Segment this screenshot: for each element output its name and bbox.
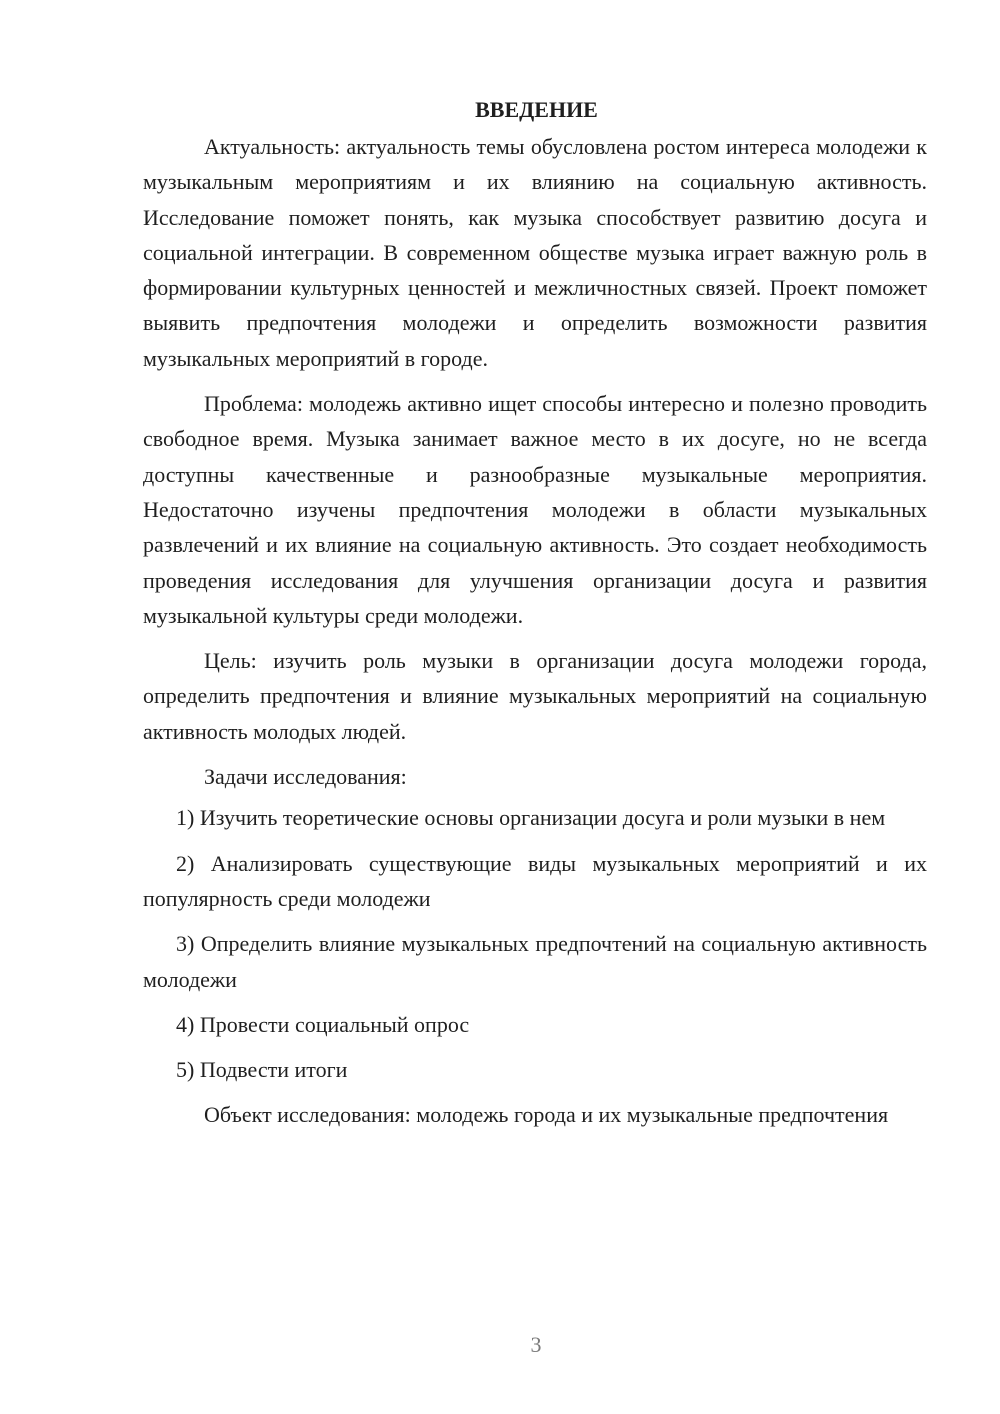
problem-paragraph: Проблема: молодежь активно ищет способы интересно и полезно проводить свободное время. Музыка занимает важное место в их досуге, но не всегда доступны качественные и разнообразные музыкальные мероприятия. Недостаточно изучены предпочтения молодежи в области музыкальных развлечений и их влияние на социальную активность. Это создает необходимость проведения исследования для улучшения организации досуга и развития музыкальной культуры среди молодежи.	[143, 391, 927, 628]
list-item: 3) Определить влияние музыкальных предпочтений на социальную активность молодежи	[143, 931, 927, 992]
relevance-paragraph: Актуальность: актуальность темы обусловлена ростом интереса молодежи к музыкальным мероприятиям и их влиянию на социальную активность. Исследование поможет понять, как музыка способствует развитию досуга и социальной интеграции. В современном обществе музыка играет важную роль в формировании культурных ценностей и межличностных связей. Проект поможет выявить предпочтения молодежи и определить возможности развития музыкальных мероприятий в городе.	[143, 134, 927, 371]
list-item: 1) Изучить теоретические основы организации досуга и роли музыки в нем	[176, 805, 886, 831]
list-item: 4) Провести социальный опрос	[176, 1011, 470, 1037]
list-item: 5) Подвести итоги	[176, 1057, 348, 1083]
document-body	[143, 95, 927, 1133]
tasks-list	[143, 800, 927, 1087]
object-paragraph: Объект исследования: молодежь города и их музыкальные предпочтения	[204, 1102, 889, 1128]
list-item: 2) Анализировать существующие виды музыкальных мероприятий и их популярность среди молодежи	[143, 850, 927, 911]
tasks-heading: Задачи исследования:	[204, 764, 407, 790]
page-number: 3	[530, 1332, 542, 1357]
page-title: ВВЕДЕНИЕ	[475, 97, 598, 122]
goal-paragraph: Цель: изучить роль музыки в организации досуга молодежи города, определить предпочтения и влияние музыкальных мероприятий на социальную активность молодых людей.	[143, 648, 927, 744]
